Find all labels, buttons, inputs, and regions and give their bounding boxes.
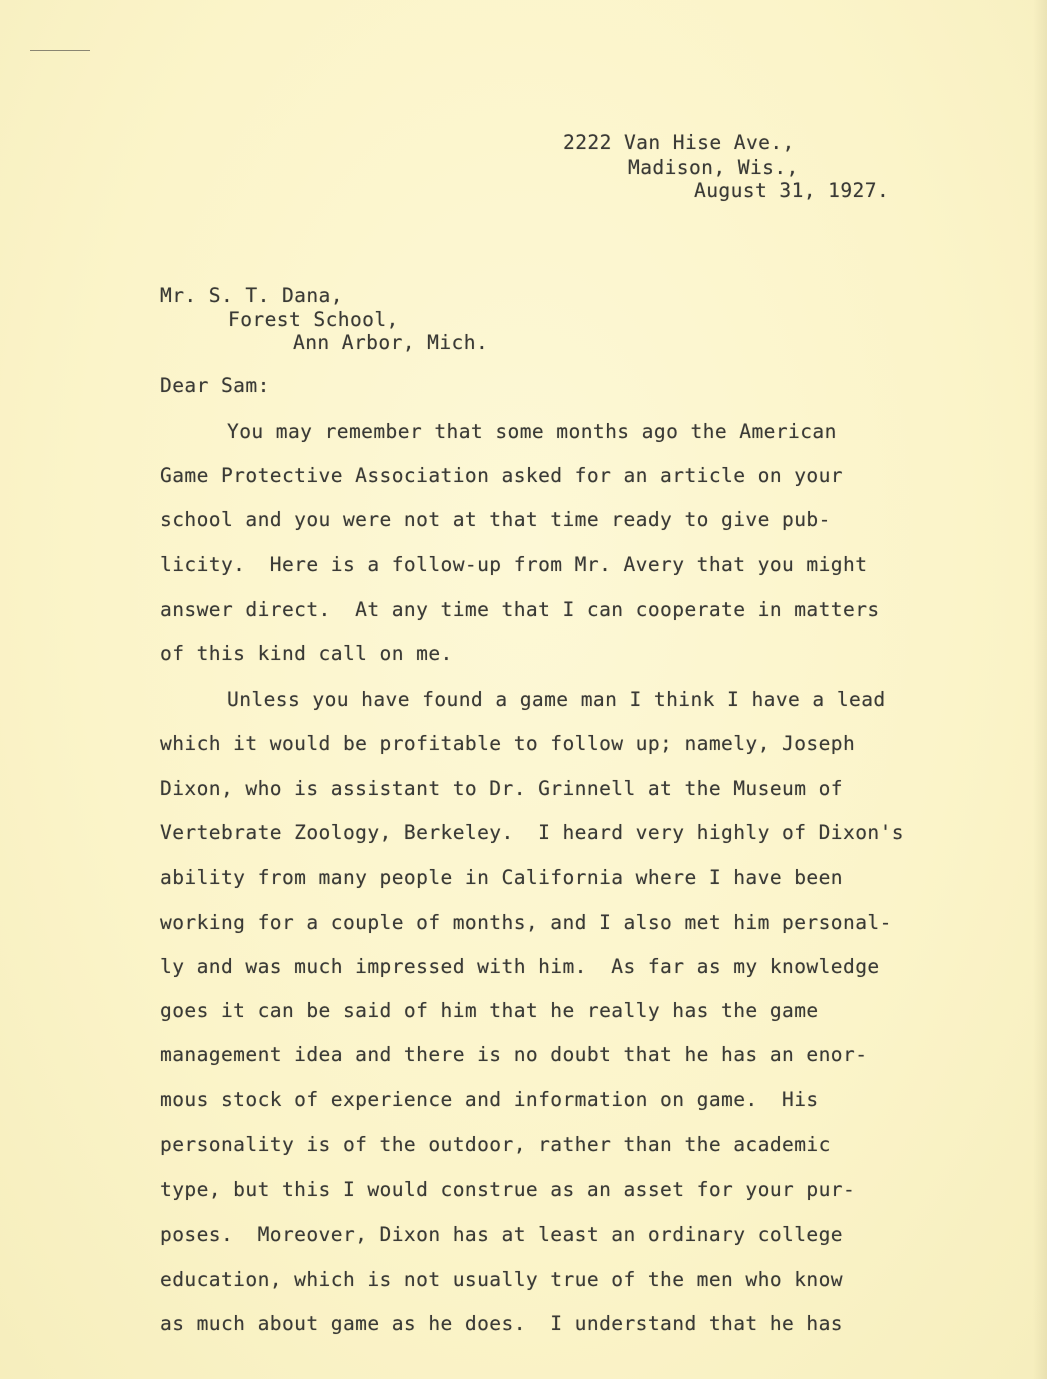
body-line: type, but this I would construe as an asset for your pur- xyxy=(160,1178,856,1201)
body-line: You may remember that some months ago the American xyxy=(227,420,837,443)
sender-address-line: 2222 Van Hise Ave., xyxy=(563,131,795,154)
recipient-address-line: Forest School, xyxy=(228,308,399,331)
body-line: answer direct. At any time that I can cooperate in matters xyxy=(160,598,880,621)
body-line: Unless you have found a game man I think I have a lead xyxy=(227,688,886,711)
letter-date: August 31, 1927. xyxy=(694,179,890,202)
recipient-address-line: Ann Arbor, Mich. xyxy=(293,331,489,354)
body-line: Dixon, who is assistant to Dr. Grinnell at the Museum of xyxy=(160,777,843,800)
body-line: Vertebrate Zoology, Berkeley. I heard very highly of Dixon's xyxy=(160,821,904,844)
body-line: goes it can be said of him that he really has the game xyxy=(160,999,819,1022)
recipient-name: Mr. S. T. Dana, xyxy=(160,284,343,307)
body-line: of this kind call on me. xyxy=(160,642,453,665)
sender-address-line: Madison, Wis., xyxy=(628,156,799,179)
body-line: which it would be profitable to follow up; namely, Joseph xyxy=(160,732,856,755)
body-line: poses. Moreover, Dixon has at least an ordinary college xyxy=(160,1223,843,1246)
salutation: Dear Sam: xyxy=(160,374,270,397)
paper-edge xyxy=(1033,0,1047,1379)
body-line: Game Protective Association asked for an article on your xyxy=(160,464,843,487)
body-line: ability from many people in California where I have been xyxy=(160,866,843,889)
body-line: education, which is not usually true of the men who know xyxy=(160,1268,843,1291)
body-line: personality is of the outdoor, rather than the academic xyxy=(160,1133,831,1156)
body-line: licity. Here is a follow-up from Mr. Avery that you might xyxy=(160,553,868,576)
body-line: management idea and there is no doubt that he has an enor- xyxy=(160,1043,868,1066)
body-line: ly and was much impressed with him. As far as my knowledge xyxy=(160,955,880,978)
stray-ink-mark xyxy=(30,50,90,51)
body-line: as much about game as he does. I understand that he has xyxy=(160,1312,843,1335)
body-line: school and you were not at that time ready to give pub- xyxy=(160,508,831,531)
body-line: working for a couple of months, and I also met him personal- xyxy=(160,911,892,934)
body-line: mous stock of experience and information on game. His xyxy=(160,1088,819,1111)
